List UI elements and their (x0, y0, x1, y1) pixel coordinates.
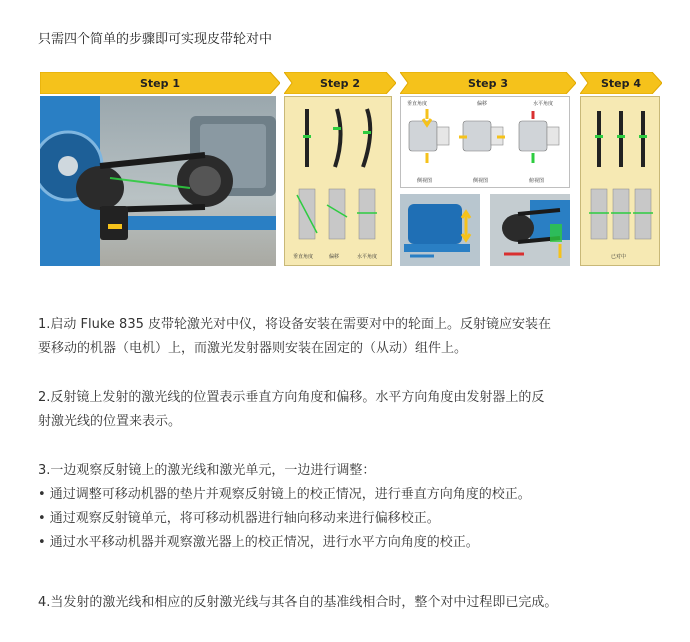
paragraph-4 (38, 591, 658, 615)
step-4-label: Step 4 (601, 76, 641, 90)
step-1-label: Step 1 (140, 76, 180, 90)
step-4-arrow (580, 72, 662, 94)
steps-bar (40, 72, 660, 94)
step-3-top-caption-3: 水平角度 (533, 101, 554, 107)
step-4-panel (580, 96, 660, 266)
paragraph-line: 射激光线的位置来表示。 (38, 414, 182, 429)
step-3-label: Step 3 (468, 76, 508, 90)
alignment-figure (40, 96, 660, 266)
paragraph-line: 1.启动 Fluke 835 皮带轮激光对中仪，将设备安装在需要对中的轮面上。反射镜应安装在 (38, 317, 552, 332)
step-2-caption-1: 垂直角度 (293, 254, 314, 260)
step-1-arrow (40, 72, 280, 94)
step-3-view-caption-2: 侧视图 (473, 178, 489, 184)
paragraph-line: 要移动的机器（电机）上，而激光发射器则安装在固定的（从动）组件上。 (38, 341, 468, 356)
paragraph-line: 3.一边观察反射镜上的激光线和激光单元，一边进行调整： (38, 463, 376, 478)
step-2-caption-3: 水平角度 (357, 254, 378, 260)
step-4-caption: 已对中 (611, 254, 627, 260)
paragraph-line: 2.反射镜上发射的激光线的位置表示垂直方向角度和偏移。水平方向角度由发射器上的反 (38, 390, 545, 405)
step-3-view-caption-3: 俯视图 (529, 178, 545, 184)
belt-photo-illustration (490, 194, 570, 266)
step-2-panel (284, 96, 392, 266)
motor-belt-illustration (40, 96, 276, 266)
step-2-caption-2: 偏移 (329, 254, 340, 260)
paragraph-line: 4.当发射的激光线和相应的反射激光线与其各自的基准线相合时，整个对中过程即已完成。 (38, 595, 558, 610)
step-3-belt-photo (490, 194, 570, 266)
step-3-panel (400, 96, 570, 266)
page-title: 只需四个简单的步骤即可实现皮带轮对中 (38, 32, 273, 47)
paragraph-3 (38, 459, 658, 555)
step-1-photo (40, 96, 276, 266)
step-3-top-caption-1: 垂直角度 (407, 101, 428, 107)
step-2-diagrams (285, 97, 392, 266)
step-2-label: Step 2 (320, 76, 360, 90)
bullet-item: • 通过水平移动机器并观察激光器上的校正情况，进行水平方向角度的校正。 (38, 535, 479, 550)
step-3-diagram (400, 96, 570, 188)
step-2-arrow (284, 72, 396, 94)
bullet-item: • 通过调整可移动机器的垫片并观察反射镜上的校正情况，进行垂直方向角度的校正。 (38, 487, 531, 502)
step-3-motor-photo (400, 194, 480, 266)
step-3-diagrams (401, 97, 570, 189)
step-3-arrow (400, 72, 576, 94)
bullet-item: • 通过观察反射镜单元，将可移动机器进行轴向移动来进行偏移校正。 (38, 511, 440, 526)
motor-photo-illustration (400, 194, 480, 266)
paragraph-1 (38, 313, 658, 361)
step-3-top-caption-2: 偏移 (477, 101, 488, 107)
step-3-view-caption-1: 侧视图 (417, 178, 433, 184)
paragraph-2 (38, 386, 658, 434)
step-4-diagrams (581, 97, 660, 266)
